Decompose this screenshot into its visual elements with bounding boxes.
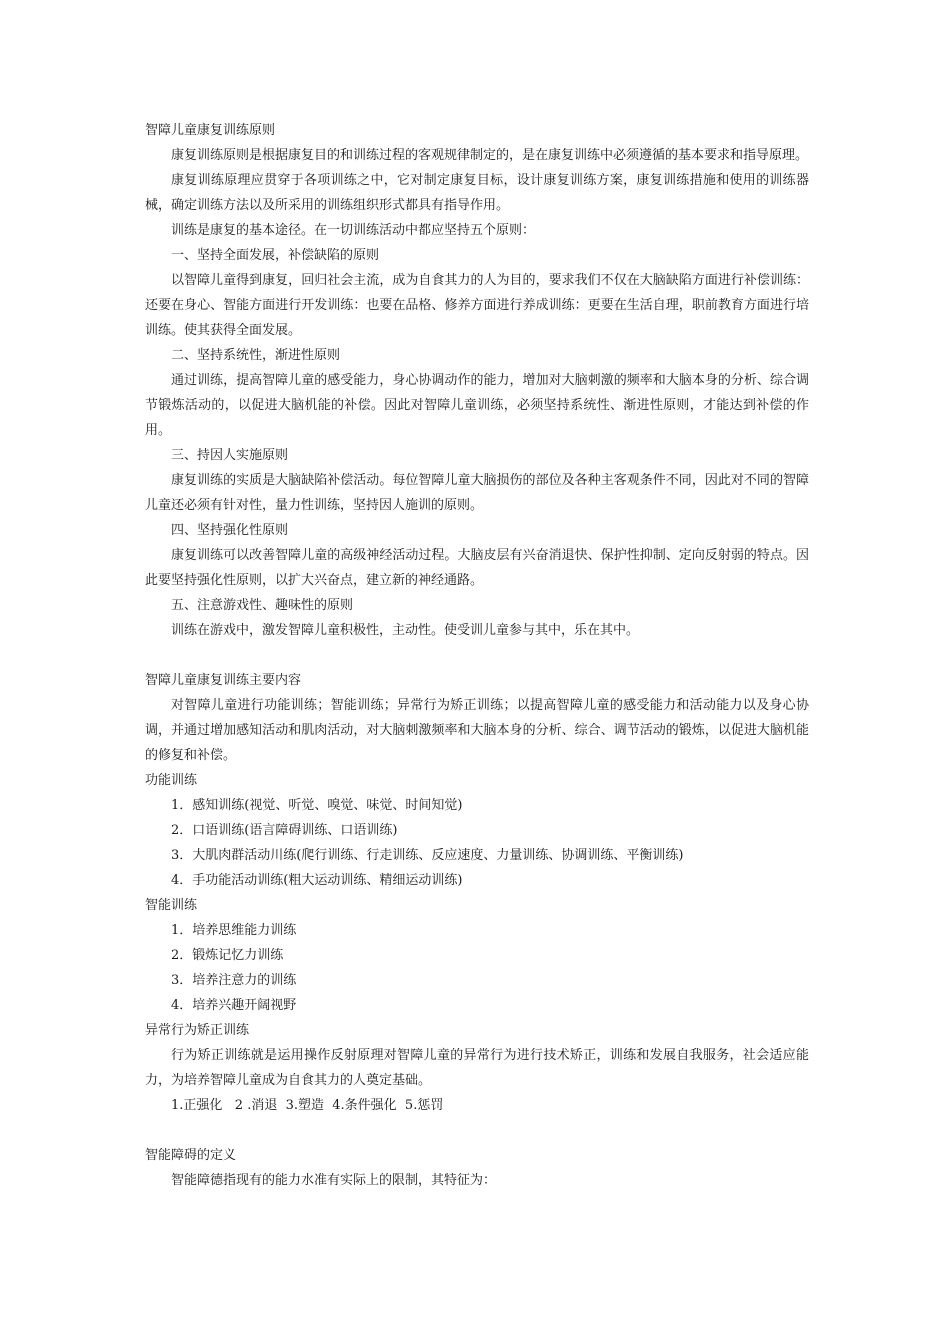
principle-text: 康复训练的实质是大脑缺陷补偿活动。每位智障儿童大脑损伤的部位及各种主客观条件不同，因此对不同的智障儿童还必须有针对性，量力性训练，坚持因人施训的原则。 [145, 473, 809, 513]
principle-text: 训练在游戏中，激发智障儿童积极性，主动性。使受训儿童参与其中，乐在其中。 [171, 623, 640, 638]
list-item: 3．培养注意力的训练 [171, 973, 297, 988]
list-item: 3．大肌肉群活动川练(爬行训练、行走训练、反应速度、力量训练、协调训练、平衡训练) [171, 848, 684, 863]
paragraph: 训练是康复的基本途径。在一切训练活动中都应坚持五个原则： [171, 223, 536, 238]
section-spacer [145, 1118, 809, 1143]
list-item: 1．感知训练(视觉、听觉、嗅觉、味觉、时间知觉) [171, 798, 463, 813]
principle-text: 以智障儿童得到康复，回归社会主流，成为自食其力的人为目的，要求我们不仅在大脑缺陷方面进行补偿训练：还要在身心、智能方面进行开发训练：也要在品格、修养方面进行养成训练：更要在生活自理，职前教育方面进行培训练。使其获得全面发展。 [145, 273, 809, 338]
list-item: 2．锻炼记忆力训练 [171, 948, 284, 963]
paragraph: 康复训练原则是根据康复目的和训练过程的客观规律制定的，是在康复训练中必须遵循的基本要求和指导原理。 [171, 148, 809, 163]
principle-heading: 三、持因人实施原则 [171, 448, 289, 463]
list-item: 4．手功能活动训练(粗大运动训练、精细运动训练) [171, 873, 463, 888]
section-title-principles: 智障儿童康复训练原则 [145, 123, 276, 138]
principle-heading: 一、坚持全面发展，补偿缺陷的原则 [171, 248, 380, 263]
method-list: 1.正强化 2 .消退 3.塑造 4.条件强化 5.惩罚 [171, 1098, 444, 1113]
principle-heading: 五、注意游戏性、趣味性的原则 [171, 598, 354, 613]
document-page [145, 118, 809, 1193]
list-item: 2．口语训练(语言障碍训练、口语训练) [171, 823, 398, 838]
list-item: 1．培养思维能力训练 [171, 923, 297, 938]
subsection-title-intelligence-training: 智能训练 [145, 898, 198, 913]
principle-text: 康复训练可以改善智障儿童的高级神经活动过程。大脑皮层有兴奋消退快、保护性抑制、定向反射弱的特点。因此要坚持强化性原则，以扩大兴奋点，建立新的神经通路。 [145, 548, 809, 588]
section-title-content: 智障儿童康复训练主要内容 [145, 673, 302, 688]
section-title-definition: 智能障碍的定义 [145, 1148, 237, 1163]
principle-heading: 四、坚持强化性原则 [171, 523, 289, 538]
paragraph: 对智障儿童进行功能训练；智能训练；异常行为矫正训练；以提高智障儿童的感受能力和活动能力以及身心协调，并通过增加感知活动和肌肉活动，对大脑刺激频率和大脑本身的分析、综合、调节活动的锻炼，以促进大脑机能的修复和补偿。 [145, 698, 809, 763]
list-item: 4．培养兴趣开阔视野 [171, 998, 297, 1013]
section-spacer [145, 643, 809, 668]
paragraph: 康复训练原理应贯穿于各项训练之中，它对制定康复目标，设计康复训练方案，康复训练措施和使用的训练器械，确定训练方法以及所采用的训练组织形式都具有指导作用。 [145, 173, 809, 213]
subsection-title-function-training: 功能训练 [145, 773, 198, 788]
principle-heading: 二、坚持系统性，渐进性原则 [171, 348, 341, 363]
subsection-title-behavior-correction: 异常行为矫正训练 [145, 1023, 250, 1038]
paragraph: 行为矫正训练就是运用操作反射原理对智障儿童的异常行为进行技术矫正，训练和发展自我服务，社会适应能力，为培养智障儿童成为自食其力的人奠定基础。 [145, 1048, 809, 1088]
principle-text: 通过训练，提高智障儿童的感受能力，身心协调动作的能力，增加对大脑刺激的频率和大脑本身的分析、综合调节锻炼活动的，以促进大脑机能的补偿。因此对智障儿童训练，必须坚持系统性、渐进性原则，才能达到补偿的作用。 [145, 373, 809, 438]
paragraph: 智能障德指现有的能力水准有实际上的限制，其特征为： [171, 1173, 497, 1188]
